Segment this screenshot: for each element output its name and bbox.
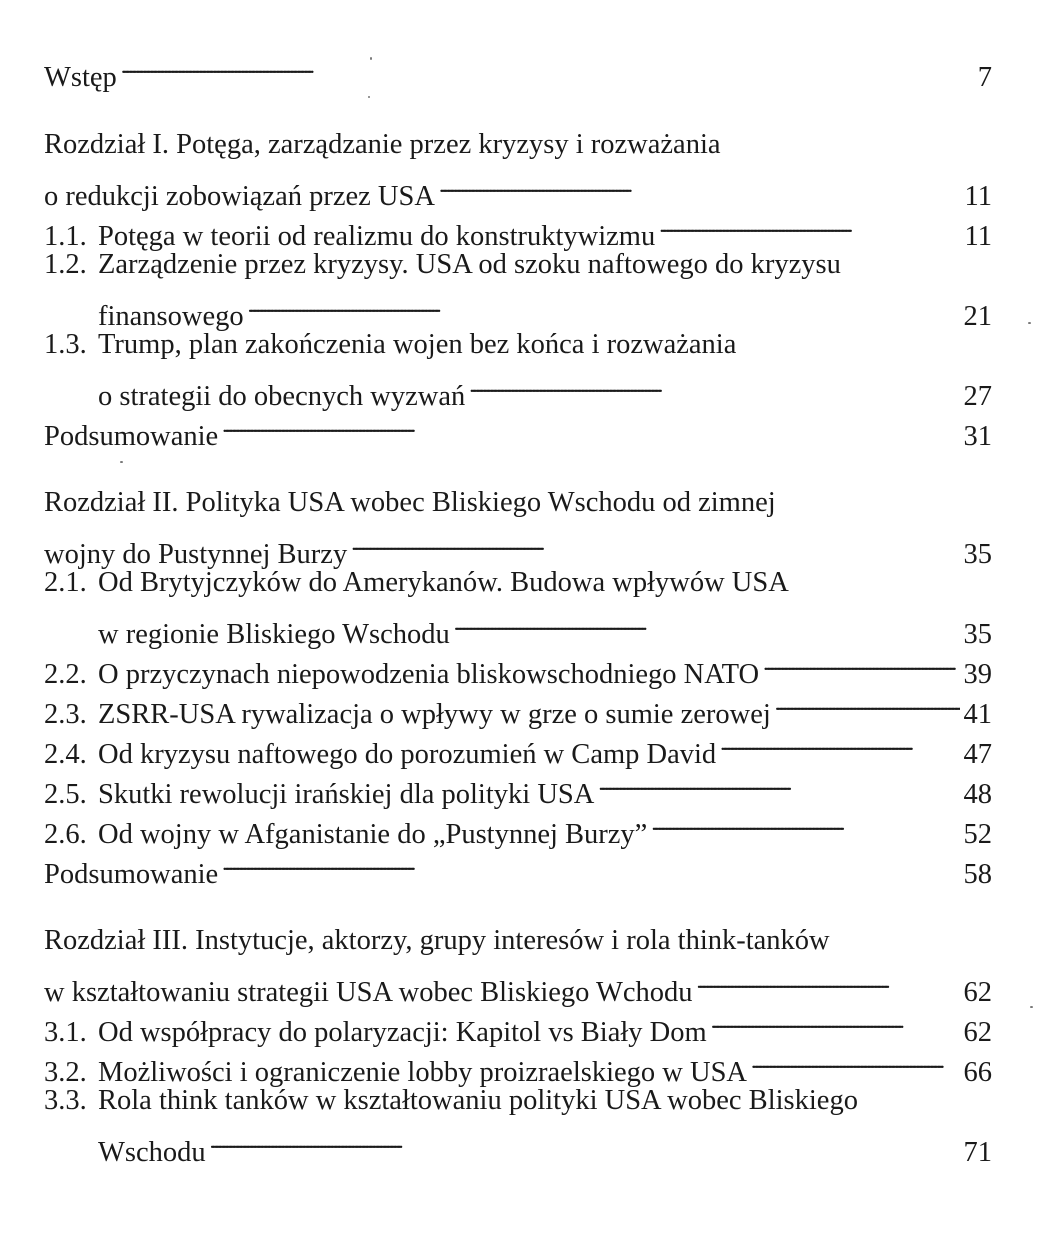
toc-entry-3-3 — [44, 1121, 992, 1168]
toc-page-number: 71 — [963, 1137, 992, 1168]
dot-leader — [659, 205, 960, 245]
toc-page-number: 35 — [963, 539, 992, 570]
toc-page-number: 11 — [964, 181, 992, 212]
section-number: 1.1. — [44, 221, 87, 252]
section-title: Możliwości i ograniczenie lobby proizraelskiego w USA — [98, 1057, 748, 1088]
section-number: 2.1. — [44, 567, 87, 598]
dot-leader — [711, 1001, 960, 1041]
dot-leader — [763, 643, 959, 683]
toc-entry-1-2 — [44, 285, 992, 332]
dot-leader — [720, 723, 959, 763]
section-number: 2.6. — [44, 819, 87, 850]
toc-entry-2-1 — [44, 603, 992, 650]
chapter-3-title — [44, 961, 992, 1008]
toc-entry-intro — [44, 46, 992, 93]
toc-page-number: 21 — [963, 301, 992, 332]
section-number: 3.2. — [44, 1057, 87, 1088]
chapter-2-title — [44, 523, 992, 570]
toc-page-number: 35 — [963, 619, 992, 650]
toc-page-number: 62 — [963, 977, 992, 1008]
section-title: Rola think tanków w kształtowaniu polityki USA wobec Bliskiego — [98, 1085, 858, 1116]
dot-leader — [222, 843, 959, 883]
toc-entry-1-3 — [44, 365, 992, 412]
dot-leader — [222, 405, 959, 445]
toc-page-number: 7 — [977, 62, 992, 93]
toc-page-number: 39 — [963, 659, 992, 690]
section-title-cont: Wschodu — [98, 1137, 206, 1168]
scan-speck — [1030, 1006, 1033, 1008]
toc-entry-1-2-line1 — [44, 245, 992, 285]
toc-entry-label: Wstęp — [44, 62, 117, 93]
section-title: O przyczynach niepowodzenia bliskowschodniego NATO — [98, 659, 760, 690]
section-title-cont: w regionie Bliskiego Wschodu — [98, 619, 450, 650]
toc-page-number: 48 — [963, 779, 992, 810]
toc-entry-3-3-line1 — [44, 1081, 992, 1121]
section-title: Potęga w teorii od realizmu do konstruktywizmu — [98, 221, 656, 252]
chapter-1-title — [44, 165, 992, 212]
section-number: 3.1. — [44, 1017, 87, 1048]
scan-speck — [368, 96, 370, 98]
section-title-cont: o strategii do obecnych wyzwań — [98, 381, 466, 412]
dot-leader — [454, 603, 960, 643]
toc-page-number: 58 — [963, 859, 992, 890]
section-number: 1.3. — [44, 329, 87, 360]
toc-entry-label: Podsumowanie — [44, 859, 219, 890]
toc-page-number: 62 — [963, 1017, 992, 1048]
section-number: 2.2. — [44, 659, 87, 690]
dot-leader — [469, 365, 959, 405]
section-title: Od wojny w Afganistanie do „Pustynnej Burzy” — [98, 819, 648, 850]
section-title: Od Brytyjczyków do Amerykanów. Budowa wpływów USA — [98, 567, 789, 598]
section-title: Zarządzenie przez kryzysy. USA od szoku naftowego do kryzysu — [98, 249, 841, 280]
section-number: 2.4. — [44, 739, 87, 770]
toc-entry-1-3-line1 — [44, 325, 992, 365]
dot-leader — [751, 1041, 959, 1081]
toc-page-number: 41 — [963, 699, 992, 730]
dot-leader — [121, 46, 974, 86]
section-title: Od współpracy do polaryzacji: Kapitol vs Biały Dom — [98, 1017, 707, 1048]
scan-speck — [120, 461, 123, 463]
chapter-3-title-line1: Rozdział III. Instytucje, aktorzy, grupy interesów i rola think-tanków — [44, 925, 830, 956]
section-title: ZSRR-USA rywalizacja o wpływy w grze o sumie zerowej — [98, 699, 771, 730]
section-title: Od kryzysu naftowego do porozumień w Camp David — [98, 739, 717, 770]
toc-entry-label: Podsumowanie — [44, 421, 219, 452]
dot-leader — [775, 683, 960, 723]
toc-page-number: 11 — [964, 221, 992, 252]
chapter-2-title-line1: Rozdział II. Polityka USA wobec Bliskiego Wschodu od zimnej — [44, 487, 776, 518]
dot-leader — [598, 763, 959, 803]
scan-speck — [1028, 322, 1031, 324]
toc-page-number: 47 — [963, 739, 992, 770]
scan-speck — [370, 57, 372, 60]
section-number: 3.3. — [44, 1085, 87, 1116]
toc-page-number: 27 — [963, 381, 992, 412]
toc-page-number: 31 — [963, 421, 992, 452]
dot-leader — [210, 1121, 960, 1161]
toc-page-number: 52 — [963, 819, 992, 850]
dot-leader — [697, 961, 960, 1001]
toc-entry-label: o redukcji zobowiązań przez USA — [44, 181, 435, 212]
table-of-contents — [44, 46, 992, 1168]
toc-page-number: 66 — [963, 1057, 992, 1088]
section-number: 2.5. — [44, 779, 87, 810]
chapter-1-title-line1: Rozdział I. Potęga, zarządzanie przez kryzysy i rozważania — [44, 129, 721, 160]
dot-leader — [248, 285, 960, 325]
toc-entry-2-1-line1 — [44, 563, 992, 603]
section-title-cont: finansowego — [98, 301, 244, 332]
dot-leader — [439, 165, 961, 205]
section-number: 2.3. — [44, 699, 87, 730]
dot-leader — [351, 523, 959, 563]
dot-leader — [651, 803, 959, 843]
section-number: 1.2. — [44, 249, 87, 280]
toc-entry-label: w kształtowaniu strategii USA wobec Bliskiego Wchodu — [44, 977, 693, 1008]
section-title: Trump, plan zakończenia wojen bez końca i rozważania — [98, 329, 737, 360]
toc-entry-label: wojny do Pustynnej Burzy — [44, 539, 348, 570]
section-title: Skutki rewolucji irańskiej dla polityki USA — [98, 779, 595, 810]
